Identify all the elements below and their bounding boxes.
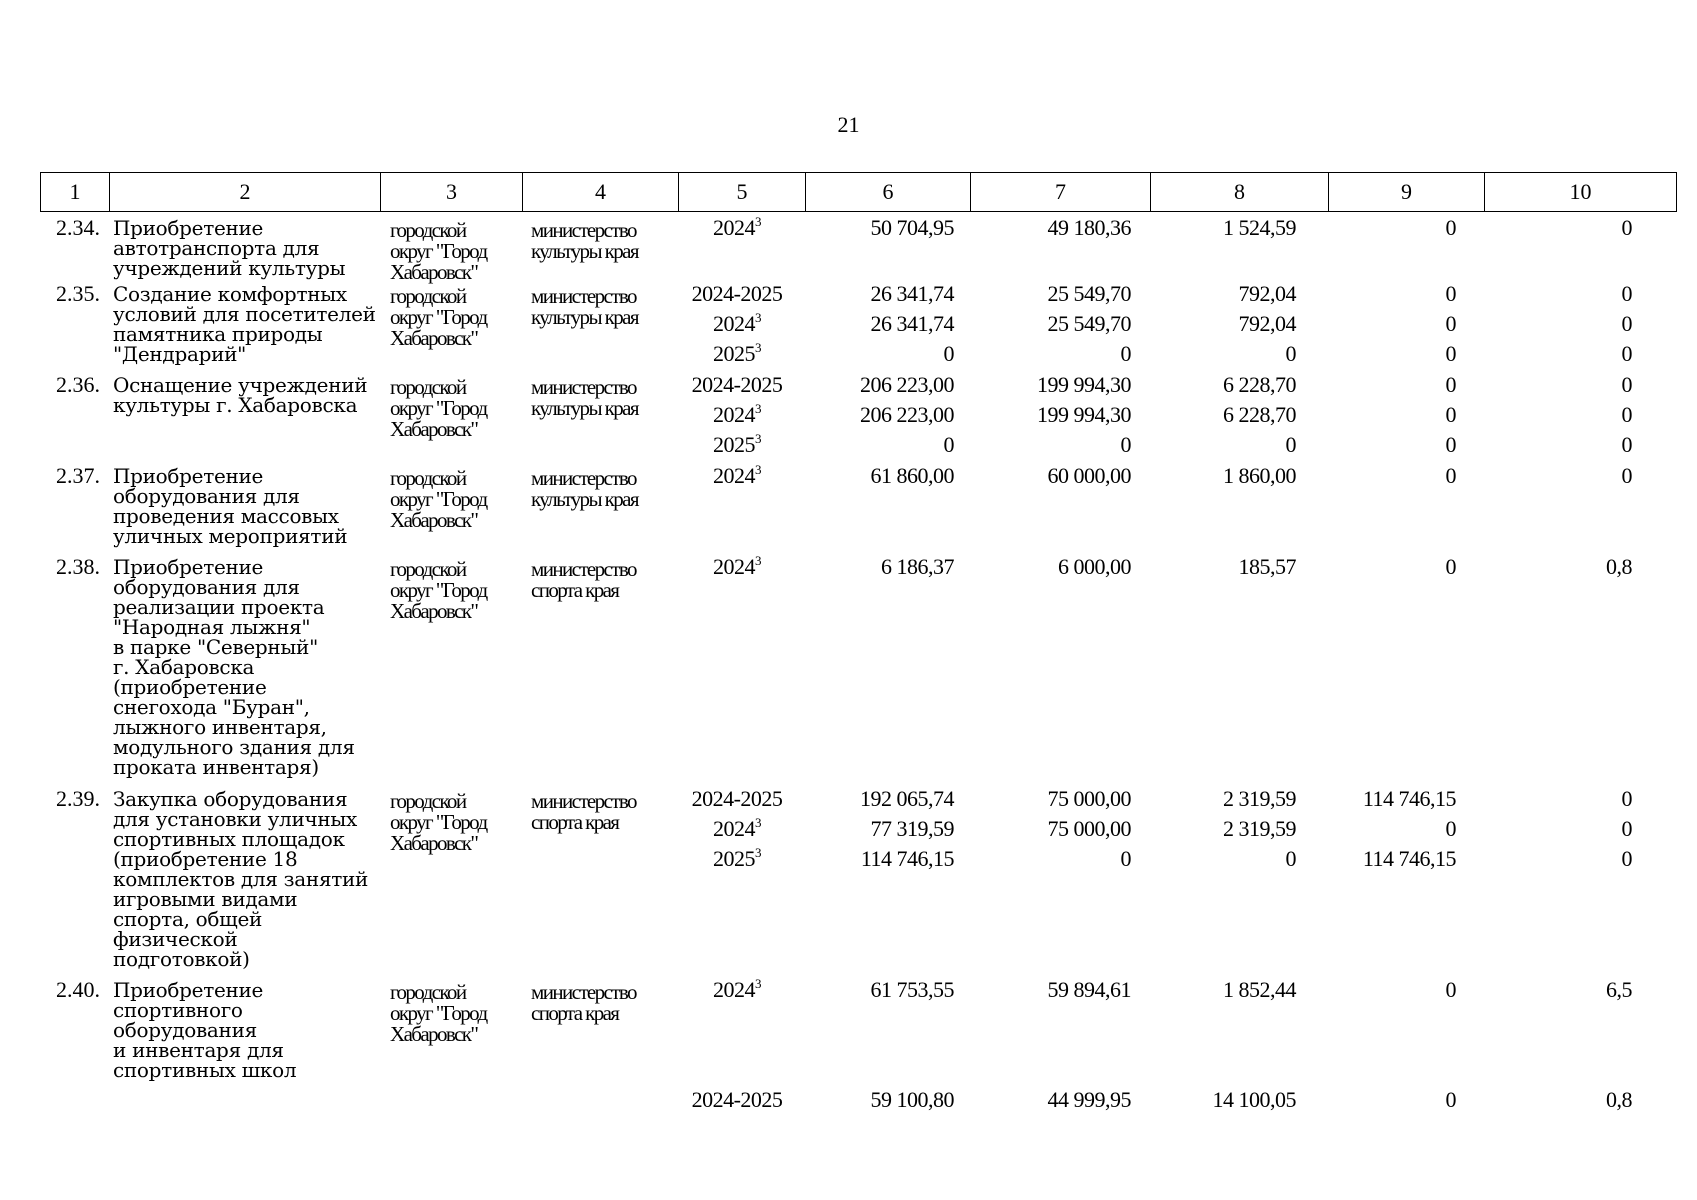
value-col-7 — [964, 554, 1143, 789]
footnote-marker: 3 — [755, 340, 761, 355]
measure-name-line: Приобретение — [113, 216, 264, 240]
ministry-line: министерство — [531, 557, 636, 581]
value: 0 — [1445, 977, 1456, 1002]
measure-name-line: подготовкой) — [113, 947, 250, 971]
measure-name-line: "Народная лыжня" — [113, 615, 311, 639]
value: 206 223,00 — [860, 372, 954, 397]
ministry — [519, 980, 674, 1090]
value: 60 000,00 — [1047, 463, 1131, 488]
period — [674, 372, 800, 466]
ministry-line: культуры края — [531, 487, 638, 511]
value: 14 100,05 — [1212, 1087, 1296, 1112]
period-year: 2024 — [713, 977, 755, 1002]
territory — [378, 466, 519, 557]
table-row — [40, 557, 1666, 789]
measure-name-line: уличных мероприятий — [113, 524, 348, 548]
measure-name-line: учреждений культуры — [113, 256, 346, 280]
period-year: 2024 — [713, 463, 755, 488]
value: 0 — [1285, 432, 1296, 457]
row-number: 2.39. — [56, 786, 100, 811]
footnote-marker: 3 — [755, 553, 761, 568]
value: 0 — [1445, 311, 1456, 336]
value: 2 319,59 — [1223, 786, 1296, 811]
ministry-line: культуры края — [531, 305, 638, 329]
value-col-6 — [800, 463, 964, 557]
period-line — [674, 430, 800, 460]
territory-line: Хабаровск" — [390, 417, 478, 441]
territory-line: Хабаровск" — [390, 326, 478, 350]
period-line — [674, 213, 800, 243]
ministry-line: министерство — [531, 980, 636, 1004]
value: 77 319,59 — [870, 816, 954, 841]
value-col-9 — [1320, 1087, 1475, 1130]
measure-name-line: спорта, общей — [113, 907, 263, 931]
value-col-10 — [1475, 463, 1666, 557]
period-year: 2024-2025 — [691, 372, 783, 397]
measure-name — [108, 980, 378, 1090]
value-col-9 — [1320, 372, 1475, 466]
value: 0 — [1120, 846, 1131, 871]
page-number: 21 — [837, 112, 860, 137]
value-col-8 — [1143, 1087, 1320, 1130]
value-col-9 — [1320, 554, 1475, 789]
value: 0 — [1621, 372, 1632, 397]
column-header-6: 6 — [806, 173, 971, 212]
period-line — [674, 814, 800, 844]
value-col-7 — [964, 215, 1143, 284]
value: 61 860,00 — [870, 463, 954, 488]
column-header-10: 10 — [1485, 173, 1677, 212]
value-col-6 — [800, 372, 964, 466]
measure-name-line: "Дендрарий" — [113, 342, 247, 366]
value: 792,04 — [1238, 311, 1296, 336]
value: 1 524,59 — [1223, 215, 1296, 240]
footnote-marker: 3 — [755, 845, 761, 860]
row-number: 2.35. — [56, 281, 100, 306]
period — [674, 1087, 800, 1130]
measure-name-line: игровыми видами — [113, 887, 298, 911]
territory-line: городской — [390, 375, 466, 399]
value-col-6 — [800, 215, 964, 284]
ministry — [519, 1090, 674, 1130]
value: 0 — [1445, 281, 1456, 306]
value: 0 — [1445, 816, 1456, 841]
measure-name-line: Приобретение — [113, 978, 264, 1002]
footnote-marker: 3 — [755, 214, 761, 229]
value-col-8 — [1143, 372, 1320, 466]
territory — [378, 375, 519, 466]
period-year: 2024 — [713, 816, 755, 841]
period-year: 2025 — [713, 432, 755, 457]
value-col-8 — [1143, 463, 1320, 557]
period-year: 2025 — [713, 341, 755, 366]
period — [674, 786, 800, 980]
value: 0 — [1621, 432, 1632, 457]
column-header-9: 9 — [1329, 173, 1485, 212]
table-row — [40, 980, 1666, 1090]
territory-line: округ "Город — [390, 487, 487, 511]
value-col-7 — [964, 281, 1143, 375]
ministry — [519, 466, 674, 557]
value-col-9 — [1320, 977, 1475, 1090]
territory-line: Хабаровск" — [390, 1022, 478, 1046]
value: 0 — [1621, 846, 1632, 871]
value-col-10 — [1475, 215, 1666, 284]
measure-name-line: проведения массовых — [113, 504, 339, 528]
value: 0 — [1621, 281, 1632, 306]
column-header-4: 4 — [523, 173, 679, 212]
row-number: 2.40. — [56, 977, 100, 1002]
value-col-10 — [1475, 786, 1666, 980]
value: 0 — [1445, 554, 1456, 579]
ministry-line: спорта края — [531, 578, 619, 602]
territory-line: округ "Город — [390, 239, 487, 263]
column-header-8: 8 — [1151, 173, 1329, 212]
ministry-line: культуры края — [531, 239, 638, 263]
value: 25 549,70 — [1047, 281, 1131, 306]
column-header-row — [41, 173, 1677, 212]
territory-line: Хабаровск" — [390, 508, 478, 532]
measure-name — [108, 284, 378, 375]
value: 0 — [1621, 215, 1632, 240]
measure-name-line: оборудования для — [113, 484, 300, 508]
footnote-marker: 3 — [755, 310, 761, 325]
value: 0 — [1621, 463, 1632, 488]
territory — [378, 980, 519, 1090]
ministry-line: спорта края — [531, 1001, 619, 1025]
period-year: 2024-2025 — [691, 281, 783, 306]
table-body — [40, 214, 1666, 1130]
footnote-marker: 3 — [755, 462, 761, 477]
measure-name-line: памятника природы — [113, 322, 323, 346]
period-year: 2025 — [713, 846, 755, 871]
value-col-6 — [800, 786, 964, 980]
value: 75 000,00 — [1047, 786, 1131, 811]
value: 114 746,15 — [1362, 846, 1456, 871]
period-line — [674, 552, 800, 582]
column-header-2: 2 — [110, 173, 381, 212]
measure-name-line: проката инвентаря) — [113, 755, 319, 779]
value: 59 894,61 — [1047, 977, 1131, 1002]
value-col-10 — [1475, 281, 1666, 375]
table-row — [40, 1090, 1666, 1130]
period-line — [674, 339, 800, 369]
measure-name-line: лыжного инвентаря, — [113, 715, 327, 739]
territory — [378, 218, 519, 284]
value: 185,57 — [1238, 554, 1296, 579]
territory-line: городской — [390, 284, 466, 308]
value-col-6 — [800, 554, 964, 789]
table-row — [40, 375, 1666, 466]
column-header-3: 3 — [381, 173, 523, 212]
value: 0 — [1621, 786, 1632, 811]
value-col-10 — [1475, 372, 1666, 466]
value-col-7 — [964, 1087, 1143, 1130]
measure-name-line: реализации проекта — [113, 595, 325, 619]
period — [674, 553, 800, 789]
ministry — [519, 218, 674, 284]
period-year: 2024 — [713, 402, 755, 427]
value: 0 — [1285, 846, 1296, 871]
territory-line: округ "Город — [390, 305, 487, 329]
value-col-10 — [1475, 554, 1666, 789]
territory-line: округ "Город — [390, 1001, 487, 1025]
value: 2 319,59 — [1223, 816, 1296, 841]
footnote-marker: 3 — [755, 976, 761, 991]
measure-name-line: комплектов для занятий — [113, 867, 369, 891]
value-col-8 — [1143, 977, 1320, 1090]
row-number: 2.37. — [56, 463, 100, 488]
value: 0,8 — [1606, 554, 1632, 579]
value: 0 — [1445, 341, 1456, 366]
value: 6 000,00 — [1058, 554, 1131, 579]
measure-name-line: оборудования — [113, 1018, 257, 1042]
value: 792,04 — [1238, 281, 1296, 306]
period-year: 2024 — [713, 215, 755, 240]
territory-line: Хабаровск" — [390, 260, 478, 284]
measure-name-line: и инвентаря для — [113, 1038, 284, 1062]
value: 192 065,74 — [860, 786, 954, 811]
measure-name-line: спортивного — [113, 998, 243, 1022]
period-year: 2024 — [713, 311, 755, 336]
value: 1 860,00 — [1223, 463, 1296, 488]
ministry-line: министерство — [531, 789, 636, 813]
value: 1 852,44 — [1223, 977, 1296, 1002]
value: 114 746,15 — [1362, 786, 1456, 811]
value-col-8 — [1143, 215, 1320, 284]
value: 59 100,80 — [870, 1087, 954, 1112]
value: 199 994,30 — [1037, 372, 1131, 397]
measure-name-line: культуры г. Хабаровска — [113, 393, 358, 417]
value-col-7 — [964, 786, 1143, 980]
table-row — [40, 789, 1666, 980]
footnote-marker: 3 — [755, 815, 761, 830]
ministry-line: культуры края — [531, 396, 638, 420]
measure-name-line: для установки уличных — [113, 807, 358, 831]
ministry-line: министерство — [531, 466, 636, 490]
period-year: 2024-2025 — [691, 786, 783, 811]
value: 44 999,95 — [1047, 1087, 1131, 1112]
value: 0 — [1120, 341, 1131, 366]
value-col-9 — [1320, 463, 1475, 557]
territory — [378, 284, 519, 375]
measure-name-line: автотранспорта для — [113, 236, 320, 260]
value: 0,8 — [1606, 1087, 1632, 1112]
table-row — [40, 284, 1666, 375]
territory-line: городской — [390, 218, 466, 242]
period-line — [674, 279, 800, 309]
ministry-line: министерство — [531, 218, 636, 242]
value: 49 180,36 — [1047, 215, 1131, 240]
territory-line: Хабаровск" — [390, 599, 478, 623]
value-col-7 — [964, 372, 1143, 466]
period-line — [674, 400, 800, 430]
value: 50 704,95 — [870, 215, 954, 240]
value-col-9 — [1320, 281, 1475, 375]
value: 0 — [1445, 432, 1456, 457]
ministry-line: министерство — [531, 375, 636, 399]
value: 0 — [1621, 402, 1632, 427]
ministry-line: министерство — [531, 284, 636, 308]
territory-line: городской — [390, 789, 466, 813]
value: 0 — [1445, 1087, 1456, 1112]
measure-name-line: (приобретение — [113, 675, 267, 699]
territory — [378, 1090, 519, 1130]
territory — [378, 789, 519, 980]
territory-line: городской — [390, 466, 466, 490]
value: 0 — [1621, 311, 1632, 336]
value: 0 — [943, 341, 954, 366]
period-year: 2024 — [713, 554, 755, 579]
ministry — [519, 284, 674, 375]
value: 26 341,74 — [870, 311, 954, 336]
footnote-marker: 3 — [755, 401, 761, 416]
period-line — [674, 975, 800, 1005]
ministry — [519, 789, 674, 980]
measure-name-line: спортивных школ — [113, 1058, 297, 1082]
value: 6 186,37 — [881, 554, 954, 579]
value-col-6 — [800, 1087, 964, 1130]
budget-table — [40, 214, 1666, 1130]
value: 6,5 — [1606, 977, 1632, 1002]
measure-name-line: снегохода "Буран", — [113, 695, 310, 719]
column-header-5: 5 — [679, 173, 806, 212]
value: 114 746,15 — [860, 846, 954, 871]
measure-name-line: Приобретение — [113, 555, 264, 579]
value-col-7 — [964, 463, 1143, 557]
territory-line: городской — [390, 557, 466, 581]
value: 6 228,70 — [1223, 402, 1296, 427]
column-header-table — [40, 172, 1677, 212]
period — [674, 462, 800, 557]
measure-name-line: оборудования для — [113, 575, 300, 599]
measure-name-line: г. Хабаровска — [113, 655, 255, 679]
footnote-marker: 3 — [755, 431, 761, 446]
period — [674, 976, 800, 1090]
value-col-10 — [1475, 1087, 1666, 1130]
column-header-7: 7 — [971, 173, 1151, 212]
value: 199 994,30 — [1037, 402, 1131, 427]
value: 0 — [1445, 372, 1456, 397]
measure-name — [108, 789, 378, 980]
measure-name-line: модульного здания для — [113, 735, 355, 759]
measure-name — [108, 557, 378, 789]
value: 0 — [943, 432, 954, 457]
period-line — [674, 370, 800, 400]
period-year: 2024-2025 — [691, 1087, 783, 1112]
value: 0 — [1445, 215, 1456, 240]
table-row — [40, 218, 1666, 284]
period — [674, 214, 800, 284]
value: 75 000,00 — [1047, 816, 1131, 841]
ministry — [519, 375, 674, 466]
measure-name-line: физической — [113, 927, 238, 951]
value-col-6 — [800, 281, 964, 375]
measure-name-line: Приобретение — [113, 464, 264, 488]
value: 0 — [1120, 432, 1131, 457]
value-col-7 — [964, 977, 1143, 1090]
ministry-line: спорта края — [531, 810, 619, 834]
value: 26 341,74 — [870, 281, 954, 306]
value: 61 753,55 — [870, 977, 954, 1002]
period-line — [674, 309, 800, 339]
measure-name-line: Закупка оборудования — [113, 787, 348, 811]
value-col-9 — [1320, 786, 1475, 980]
measure-name-line: Создание комфортных — [113, 282, 347, 306]
period-line — [674, 784, 800, 814]
measure-name — [108, 218, 378, 284]
territory-line: округ "Город — [390, 396, 487, 420]
measure-name-line: (приобретение 18 — [113, 847, 298, 871]
period-line — [674, 461, 800, 491]
value: 0 — [1621, 816, 1632, 841]
value: 0 — [1445, 463, 1456, 488]
row-number: 2.38. — [56, 554, 100, 579]
table-row — [40, 466, 1666, 557]
period — [674, 281, 800, 375]
value-col-10 — [1475, 977, 1666, 1090]
measure-name-line: в парке "Северный" — [113, 635, 318, 659]
row-number: 2.34. — [56, 215, 100, 240]
value-col-8 — [1143, 786, 1320, 980]
row-number: 2.36. — [56, 372, 100, 397]
value-col-6 — [800, 977, 964, 1090]
measure-name — [108, 375, 378, 466]
value-col-9 — [1320, 215, 1475, 284]
territory-line: округ "Город — [390, 810, 487, 834]
period-line — [674, 1085, 800, 1115]
measure-name — [108, 1090, 378, 1130]
value: 206 223,00 — [860, 402, 954, 427]
value: 6 228,70 — [1223, 372, 1296, 397]
column-header-1: 1 — [41, 173, 110, 212]
row-number — [40, 1090, 108, 1130]
value-col-8 — [1143, 281, 1320, 375]
measure-name-line: Оснащение учреждений — [113, 373, 368, 397]
territory-line: Хабаровск" — [390, 831, 478, 855]
value: 0 — [1285, 341, 1296, 366]
territory — [378, 557, 519, 789]
value-col-8 — [1143, 554, 1320, 789]
territory-line: округ "Город — [390, 578, 487, 602]
measure-name — [108, 466, 378, 557]
ministry — [519, 557, 674, 789]
value: 0 — [1621, 341, 1632, 366]
period-line — [674, 844, 800, 874]
measure-name-line: условий для посетителей — [113, 302, 376, 326]
measure-name-line: спортивных площадок — [113, 827, 345, 851]
territory-line: городской — [390, 980, 466, 1004]
value: 0 — [1445, 402, 1456, 427]
value: 25 549,70 — [1047, 311, 1131, 336]
